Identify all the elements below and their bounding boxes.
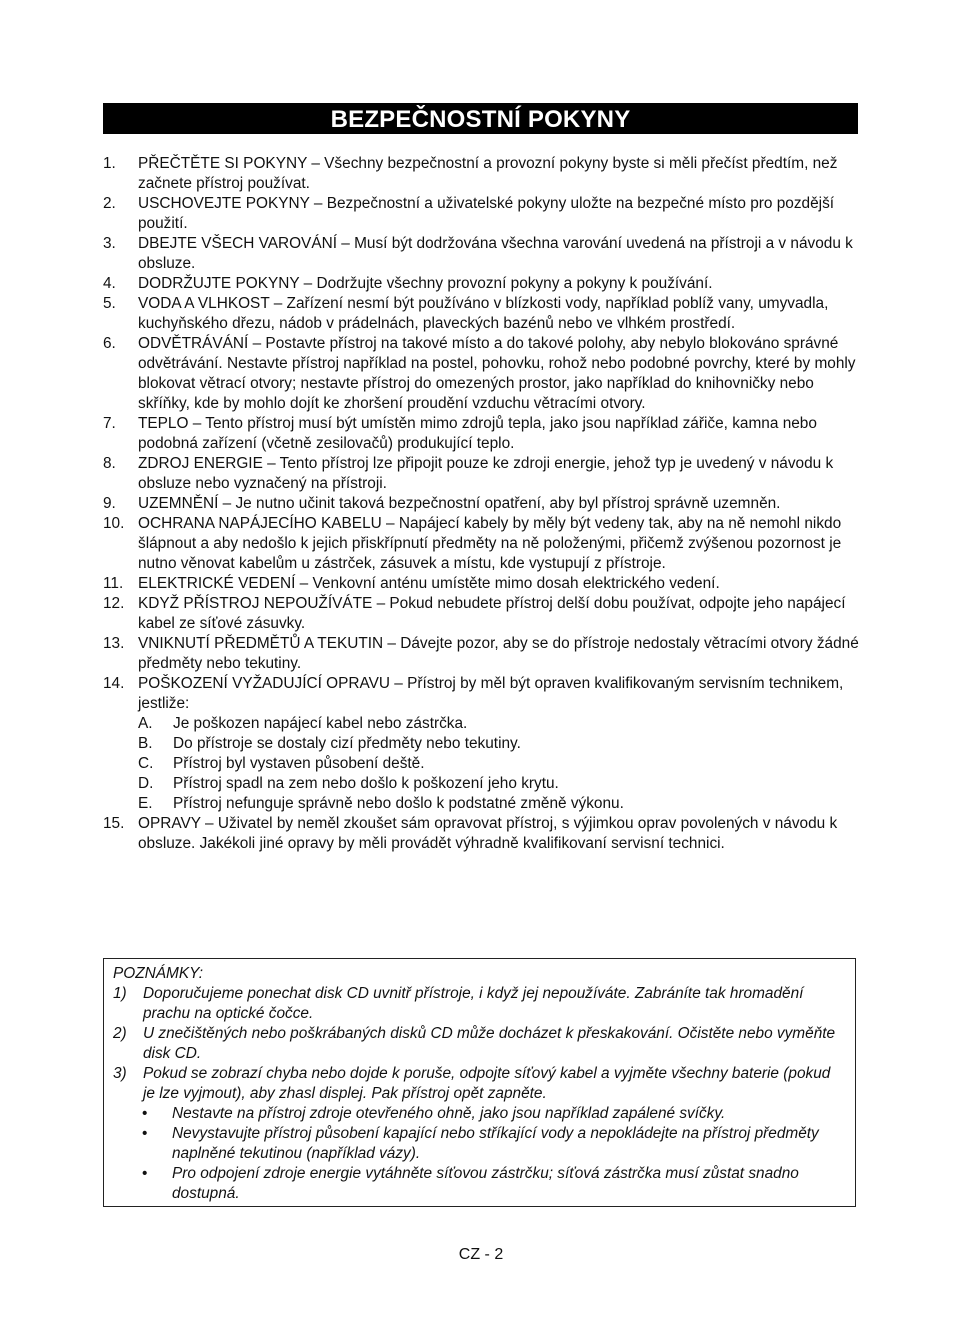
sub-item-letter: A. [138, 715, 153, 732]
item-number: 3. [103, 235, 116, 252]
bullet-text: Nevystavujte přístroj působení kapající nebo stříkající vody a nepokládejte na přístroj předměty naplněné tekutinou (například vázy). [172, 1125, 819, 1162]
item-number: 10. [103, 515, 125, 532]
list-item [103, 814, 863, 854]
note-number: 3) [113, 1065, 127, 1082]
list-item [103, 674, 863, 814]
item-number: 12. [103, 595, 125, 612]
list-item [103, 574, 863, 594]
item-text: TEPLO – Tento přístroj musí být umístěn mimo zdrojů tepla, jako jsou například zářiče, kamna nebo podobná zařízení (včetně zesilovačů) produkující teplo. [138, 415, 817, 452]
item-number: 7. [103, 415, 116, 432]
item-number: 8. [103, 455, 116, 472]
item-number: 14. [103, 675, 125, 692]
sub-list-item [138, 774, 863, 794]
list-item [103, 514, 863, 574]
list-item [103, 414, 863, 454]
sub-item-letter: B. [138, 735, 153, 752]
list-item [103, 294, 863, 334]
list-item [103, 194, 863, 234]
list-item [103, 494, 863, 514]
item-number: 5. [103, 295, 116, 312]
item-number: 9. [103, 495, 116, 512]
item-number: 15. [103, 815, 125, 832]
page-title: BEZPEČNOSTNÍ POKYNY [103, 103, 858, 134]
list-item [103, 154, 863, 194]
sub-list-item [138, 734, 863, 754]
sub-item-letter: C. [138, 755, 154, 772]
notes-box [103, 958, 856, 1207]
sub-item-letter: D. [138, 775, 154, 792]
item-text: POŠKOZENÍ VYŽADUJÍCÍ OPRAVU – Přístroj by měl být opraven kvalifikovaným servisním technikem, jestliže: [138, 675, 844, 712]
sub-list-item [138, 714, 863, 734]
note-number: 1) [113, 985, 127, 1002]
list-item [103, 634, 863, 674]
bullet-item [113, 1124, 846, 1164]
safety-instructions-list [103, 154, 863, 854]
list-item [103, 334, 863, 414]
bullet-text: Pro odpojení zdroje energie vytáhněte síťovou zástrčku; síťová zástrčka musí zůstat snadno dostupná. [172, 1165, 799, 1202]
sub-item-text: Je poškozen napájecí kabel nebo zástrčka. [173, 715, 468, 732]
sub-item-text: Do přístroje se dostaly cizí předměty nebo tekutiny. [173, 735, 521, 752]
item-text: OPRAVY – Uživatel by neměl zkoušet sám opravovat přístroj, s výjimkou oprav povolených v návodu k obsluze. Jakékoli jiné opravy by měli provádět výhradně kvalifikovaní servisní technici. [138, 815, 838, 852]
sub-item-text: Přístroj byl vystaven působení deště. [173, 755, 425, 772]
item-number: 1. [103, 155, 116, 172]
notes-bullet-list [113, 1104, 846, 1204]
page-number: CZ - 2 [458, 1246, 504, 1263]
item-text: ELEKTRICKÉ VEDENÍ – Venkovní anténu umístěte mimo dosah elektrického vedení. [138, 575, 720, 592]
item-number: 2. [103, 195, 116, 212]
item-text: DBEJTE VŠECH VAROVÁNÍ – Musí být dodržována všechna varování uvedená na přístroji a v návodu k obsluze. [138, 235, 853, 272]
notes-heading: POZNÁMKY: [113, 965, 204, 982]
item-text: UZEMNĚNÍ – Je nutno učinit taková bezpečnostní opatření, aby byl přístroj správně uzemněn. [138, 495, 781, 512]
item-number: 11. [103, 575, 124, 592]
sub-item-letter: E. [138, 795, 153, 812]
note-item [113, 1064, 846, 1104]
bullet-icon: • [142, 1105, 148, 1122]
note-text: Pokud se zobrazí chyba nebo dojde k poruše, odpojte síťový kabel a vyjměte všechny baterie (pokud je lze vyjmout), aby zhasl displej. Pak přístroj opět zapněte. [143, 1065, 831, 1102]
item-text: ODVĚTRÁVÁNÍ – Postavte přístroj na takové místo a do takové polohy, aby nebylo blokováno správné odvětrávání. Nestavte přístroj například na postel, pohovku, rohož nebo podobné povrchy, které by mohly blokovat větrací otvory; nestavte přístroj do omezených prostor, jako například do knihovničky nebo skříňky, kde by mohlo dojít ke zhoršení proudění vzduchu větracími otvory. [138, 335, 856, 412]
bullet-text: Nestavte na přístroj zdroje otevřeného ohně, jako jsou například zapálené svíčky. [172, 1105, 726, 1122]
sub-list-item [138, 754, 863, 774]
note-text: Doporučujeme ponechat disk CD uvnitř přístroje, i když jej nepoužíváte. Zabráníte tak hromadění prachu na optické čočce. [143, 985, 804, 1022]
note-item [113, 984, 846, 1024]
item-number: 4. [103, 275, 116, 292]
note-number: 2) [113, 1025, 127, 1042]
item-number: 6. [103, 335, 116, 352]
note-item [113, 1024, 846, 1064]
item-text: VODA A VLHKOST – Zařízení nesmí být používáno v blízkosti vody, například poblíž vany, umyvadla, kuchyňského dřezu, nádob v prádelnách, plaveckých bazénů nebo ve vlhkém prostředí. [138, 295, 829, 332]
list-item [103, 454, 863, 494]
item-text: ZDROJ ENERGIE – Tento přístroj lze připojit pouze ke zdroji energie, jehož typ je uvedený v návodu k obsluze nebo vyznačený na přístroji. [138, 455, 834, 492]
list-item [103, 594, 863, 634]
item-text: VNIKNUTÍ PŘEDMĚTŮ A TEKUTIN – Dávejte pozor, aby se do přístroje nedostaly větracími otvory žádné předměty nebo tekutiny. [138, 635, 859, 672]
bullet-item [113, 1164, 846, 1204]
bullet-item [113, 1104, 846, 1124]
damage-conditions-list [138, 714, 863, 814]
item-text: KDYŽ PŘÍSTROJ NEPOUŽÍVÁTE – Pokud nebudete přístroj delší dobu používat, odpojte jeho napájecí kabel ze síťové zásuvky. [138, 595, 846, 632]
bullet-icon: • [142, 1165, 148, 1182]
item-number: 13. [103, 635, 125, 652]
sub-list-item [138, 794, 863, 814]
bullet-icon: • [142, 1125, 148, 1142]
item-text: PŘEČTĚTE SI POKYNY – Všechny bezpečnostní a provozní pokyny byste si měli přečíst předtím, než začnete přístroj používat. [138, 155, 838, 192]
sub-item-text: Přístroj spadl na zem nebo došlo k poškození jeho krytu. [173, 775, 559, 792]
sub-item-text: Přístroj nefunguje správně nebo došlo k podstatné změně výkonu. [173, 795, 624, 812]
item-text: OCHRANA NAPÁJECÍHO KABELU – Napájecí kabely by měly být vedeny tak, aby na ně nemohl nikdo šlápnout a aby nedošlo k jejich přiskřípnutí předměty na ně položenými, přičemž zvýšenou pozornost je nutno věnovat kabelům u zástrček, zásuvek a místu, kde vystupují z přístroje. [138, 515, 842, 572]
item-text: USCHOVEJTE POKYNY – Bezpečnostní a uživatelské pokyny uložte na bezpečné místo pro pozdější použití. [138, 195, 835, 232]
list-item [103, 234, 863, 274]
item-text: DODRŽUJTE POKYNY – Dodržujte všechny provozní pokyny a pokyny k používání. [138, 275, 713, 292]
note-text: U znečištěných nebo poškrábaných disků CD může docházet k přeskakování. Očistěte nebo vyměňte disk CD. [143, 1025, 836, 1062]
list-item [103, 274, 863, 294]
notes-list [113, 984, 846, 1104]
